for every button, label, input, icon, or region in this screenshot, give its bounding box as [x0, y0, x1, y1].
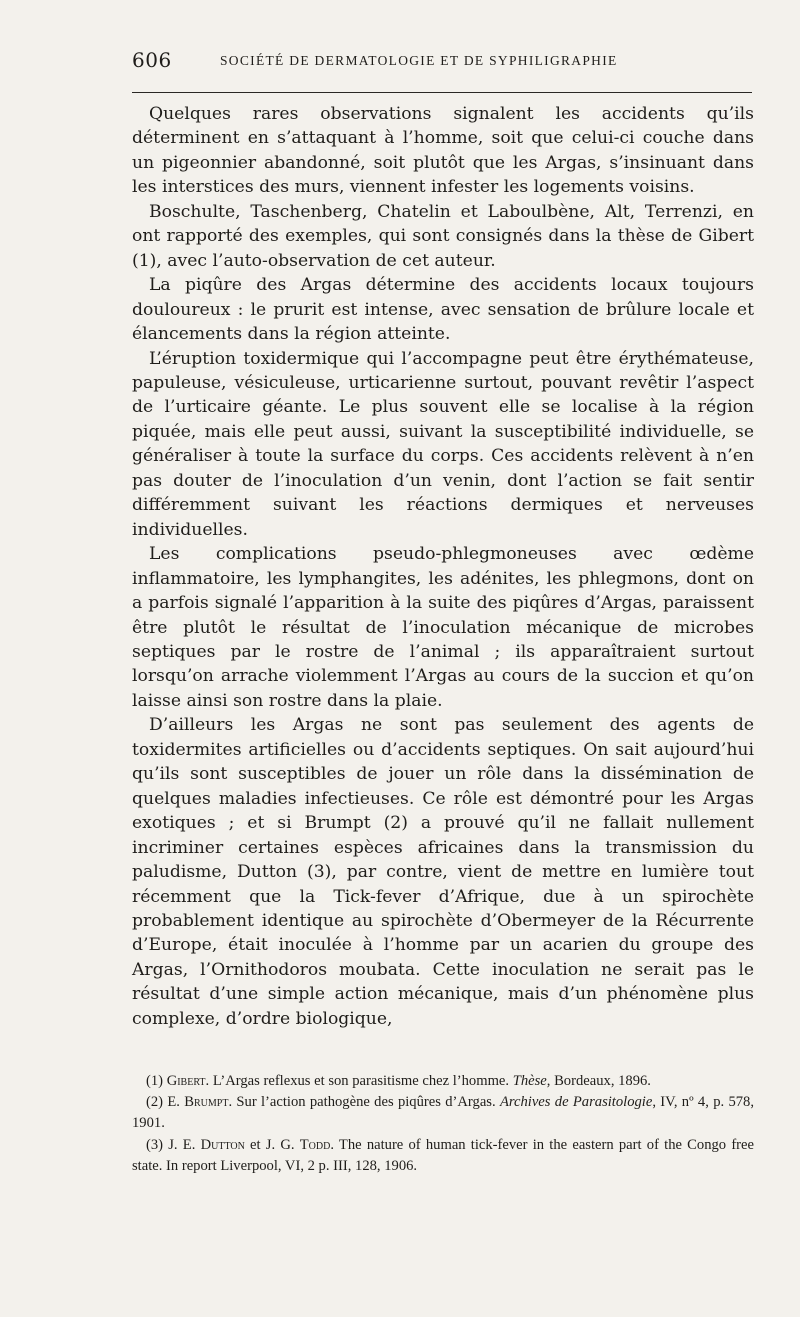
footnote-text: . Sur l’action pathogène des piqûres d’Argas. [228, 1094, 500, 1111]
footnote-text: et J. G. [244, 1136, 300, 1153]
footnote-3 [132, 1135, 754, 1177]
footnote-text: . The nature of human tick-fever in the eastern part of the Congo free state. In report Liverpool, VI, 2 p. III, 128, 1906. [132, 1136, 754, 1174]
paragraph: Boschulte, Taschenberg, Chatelin et Laboulbène, Alt, Terrenzi, en ont rapporté des exemples, qui sont consignés dans la thèse de Gibert (1), avec l’auto-observation de cet auteur. [132, 201, 754, 271]
footnote-source: Archives de Parasitologie [499, 1094, 653, 1111]
footnote-text: . L’Argas reflexus et son parasitisme chez l’homme. [205, 1073, 513, 1089]
footnote-initials: J. E. [168, 1136, 201, 1153]
paragraph: Quelques rares observations signalent les accidents qu’ils déterminent en s’attaquant à l’homme, soit que celui-ci couche dans un pigeonnier abandonné, soit plutôt que les Argas, s’insinuant dans les interstices des murs, viennent infester les logements voisins. [132, 104, 754, 198]
footnotes [132, 1071, 754, 1177]
footnote-author: Brumpt [184, 1094, 229, 1111]
paragraph: Les complications pseudo-phlegmoneuses avec œdème inflammatoire, les lymphangites, les adénites, les phlegmons, dont on a parfois signalé l’apparition à la suite des piqûres d’Argas, paraissent être plutôt le résultat de l’inoculation mécanique de microbes septiques par le rostre de l’animal ; ils apparaîtraient surtout lorsqu’on arrache violemment l’Argas au cours de la succion et qu’on laisse ainsi son rostre dans la plaie. [132, 544, 754, 711]
page-header [132, 48, 752, 76]
footnote-initials: E. [167, 1094, 185, 1111]
footnote-2 [132, 1092, 754, 1134]
running-head: SOCIÉTÉ DE DERMATOLOGIE ET DE SYPHILIGRAPHIE [220, 53, 618, 68]
footnote-author: Todd [299, 1136, 331, 1153]
footnote-number: (3) [146, 1136, 164, 1153]
paragraph: La piqûre des Argas détermine des accidents locaux toujours douloureux : le prurit est intense, avec sensation de brûlure locale et élancements dans la région atteinte. [132, 275, 754, 345]
footnote-text: , Bordeaux, 1896. [546, 1073, 651, 1089]
paragraph: D’ailleurs les Argas ne sont pas seulement des agents de toxidermites artificielles ou d’accidents septiques. On sait aujourd’hui qu’ils sont susceptibles de jouer un rôle dans la dissémination de quelques maladies infectieuses. Ce rôle est démontré pour les Argas exotiques ; et si Brumpt (2) a prouvé qu’il ne fallait nullement incriminer certaines espèces africaines dans la transmission du paludisme, Dutton (3), par contre, vient de mettre en lumière tout récemment que la Tick-fever d’Afrique, due à un spirochète probablement identique au spirochète d’Obermeyer de la Récurrente d’Europe, était inoculée à l’homme par un acarien du groupe des Argas, l’Ornithodoros moubata. Cette inoculation ne serait pas le résultat d’une simple action mécanique, mais d’un phénomène plus complexe, d’ordre biologique, [132, 715, 754, 1029]
page-number: 606 [132, 48, 172, 72]
footnote-number: (2) [146, 1094, 164, 1111]
body-text [132, 102, 754, 1031]
footnote-author: Dutton [200, 1136, 245, 1153]
footnote-text: , IV, nº 4, p. 578, 1901. [132, 1094, 755, 1132]
footnote-number: (1) [146, 1073, 164, 1089]
footnote-author: Gibert [166, 1073, 206, 1089]
header-rule [132, 92, 752, 93]
paragraph: L’éruption toxidermique qui l’accompagne peut être érythémateuse, papuleuse, vésiculeuse, urticarienne surtout, pouvant revêtir l’aspect de l’urticaire géante. Le plus souvent elle se localise à la région piquée, mais elle peut aussi, suivant la susceptibilité individuelle, se généraliser à toute la surface du corps. Ces accidents relèvent à n’en pas douter de l’inoculation d’un venin, dont l’action se fait sentir différemment suivant les réactions dermiques et nerveuses individuelles. [132, 348, 754, 540]
footnote-source: Thèse [512, 1073, 547, 1089]
footnote-1 [132, 1071, 754, 1092]
